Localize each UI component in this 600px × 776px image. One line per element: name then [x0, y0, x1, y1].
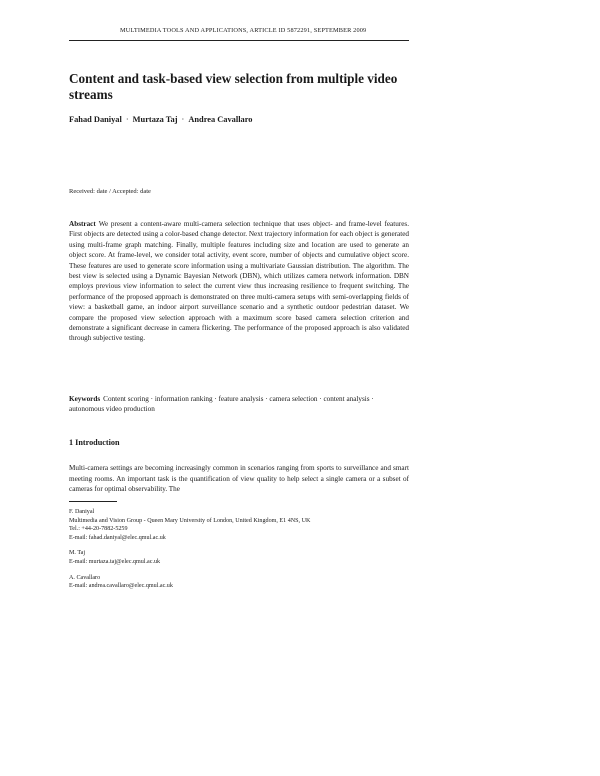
introduction-text: Multi-camera settings are becoming increasingly common in scenarios ranging from sports to surveillance and smart meeting rooms. An important task is the quantification of view quality to help select a single camera or a subset of cameras for optimal observability. The: [69, 464, 409, 494]
author-separator: ·: [125, 115, 129, 124]
footnote-rule: [69, 501, 117, 502]
keywords-label: Keywords: [69, 395, 101, 403]
author-name: Fahad Daniyal: [69, 115, 122, 124]
author-footnotes: [69, 508, 409, 598]
footnote-daniyal: [69, 508, 409, 542]
received-date-line: Received: date / Accepted: date: [69, 188, 151, 195]
keywords-text: Content scoring · information ranking · feature analysis · camera selection · content analysis · autonomous video production: [69, 395, 374, 414]
footnote-email: E-mail: andrea.cavallaro@elec.qmul.ac.uk: [69, 583, 173, 590]
abstract-text: We present a content-aware multi-camera selection technique that uses object- and frame-level features. First objects are detected using a color-based change detector. Next trajectory information for each object is generated using multi-frame graph matching. Finally, multiple features including size and location are used to generate an object score. At frame-level, we consider total activity, event score, number of objects and cumulative object score. These features are used to generate score information using a multivariate Gaussian distribution. The algorithm. The best view is selected using a Dynamic Bayesian Network (DBN), which utilizes camera network information. DBN employs previous view information to select the current view thus increasing resilience to frequent switching. The performance of the proposed approach is demonstrated on three multi-camera setups with semi-overlapping fields of view: a basketball game, an indoor airport surveillance scenario and a synthetic outdoor pedestrian dataset. We compare the proposed view selection approach with a maximum score based camera selection criterion and demonstrate a significant decrease in camera flickering. The performance of the proposed approach is also validated through subjective testing.: [69, 220, 409, 343]
running-header: MULTIMEDIA TOOLS AND APPLICATIONS, ARTICLE ID 5872291, SEPTEMBER 2009: [120, 27, 367, 34]
footnote-name: A. Cavallaro: [69, 574, 101, 581]
footnote-name: M. Taj: [69, 550, 86, 557]
footnote-email: E-mail: fahad.daniyal@elec.qmul.ac.uk: [69, 534, 166, 541]
footnote-affiliation: Multimedia and Vision Group - Queen Mary University of London, United Kingdom, E1 4NS, UK: [69, 517, 311, 524]
author-list: [69, 115, 252, 124]
footnote-cavallaro: [69, 574, 409, 591]
footnote-tel: Tel.: +44-20-7882-5259: [69, 526, 128, 533]
footnote-email: E-mail: murtaza.taj@elec.qmul.ac.uk: [69, 558, 161, 565]
author-name: Murtaza Taj: [132, 115, 178, 124]
abstract-label: Abstract: [69, 220, 96, 228]
author-separator: ·: [181, 115, 185, 124]
keywords: [69, 394, 409, 415]
paper-title: Content and task-based view selection from multiple video streams: [69, 71, 398, 102]
footnote-taj: [69, 549, 409, 566]
header-rule: [69, 40, 409, 41]
author-name: Andrea Cavallaro: [188, 115, 253, 124]
section-heading-introduction: 1 Introduction: [69, 438, 120, 447]
abstract: [69, 219, 409, 344]
footnote-name: F. Daniyal: [69, 509, 95, 515]
